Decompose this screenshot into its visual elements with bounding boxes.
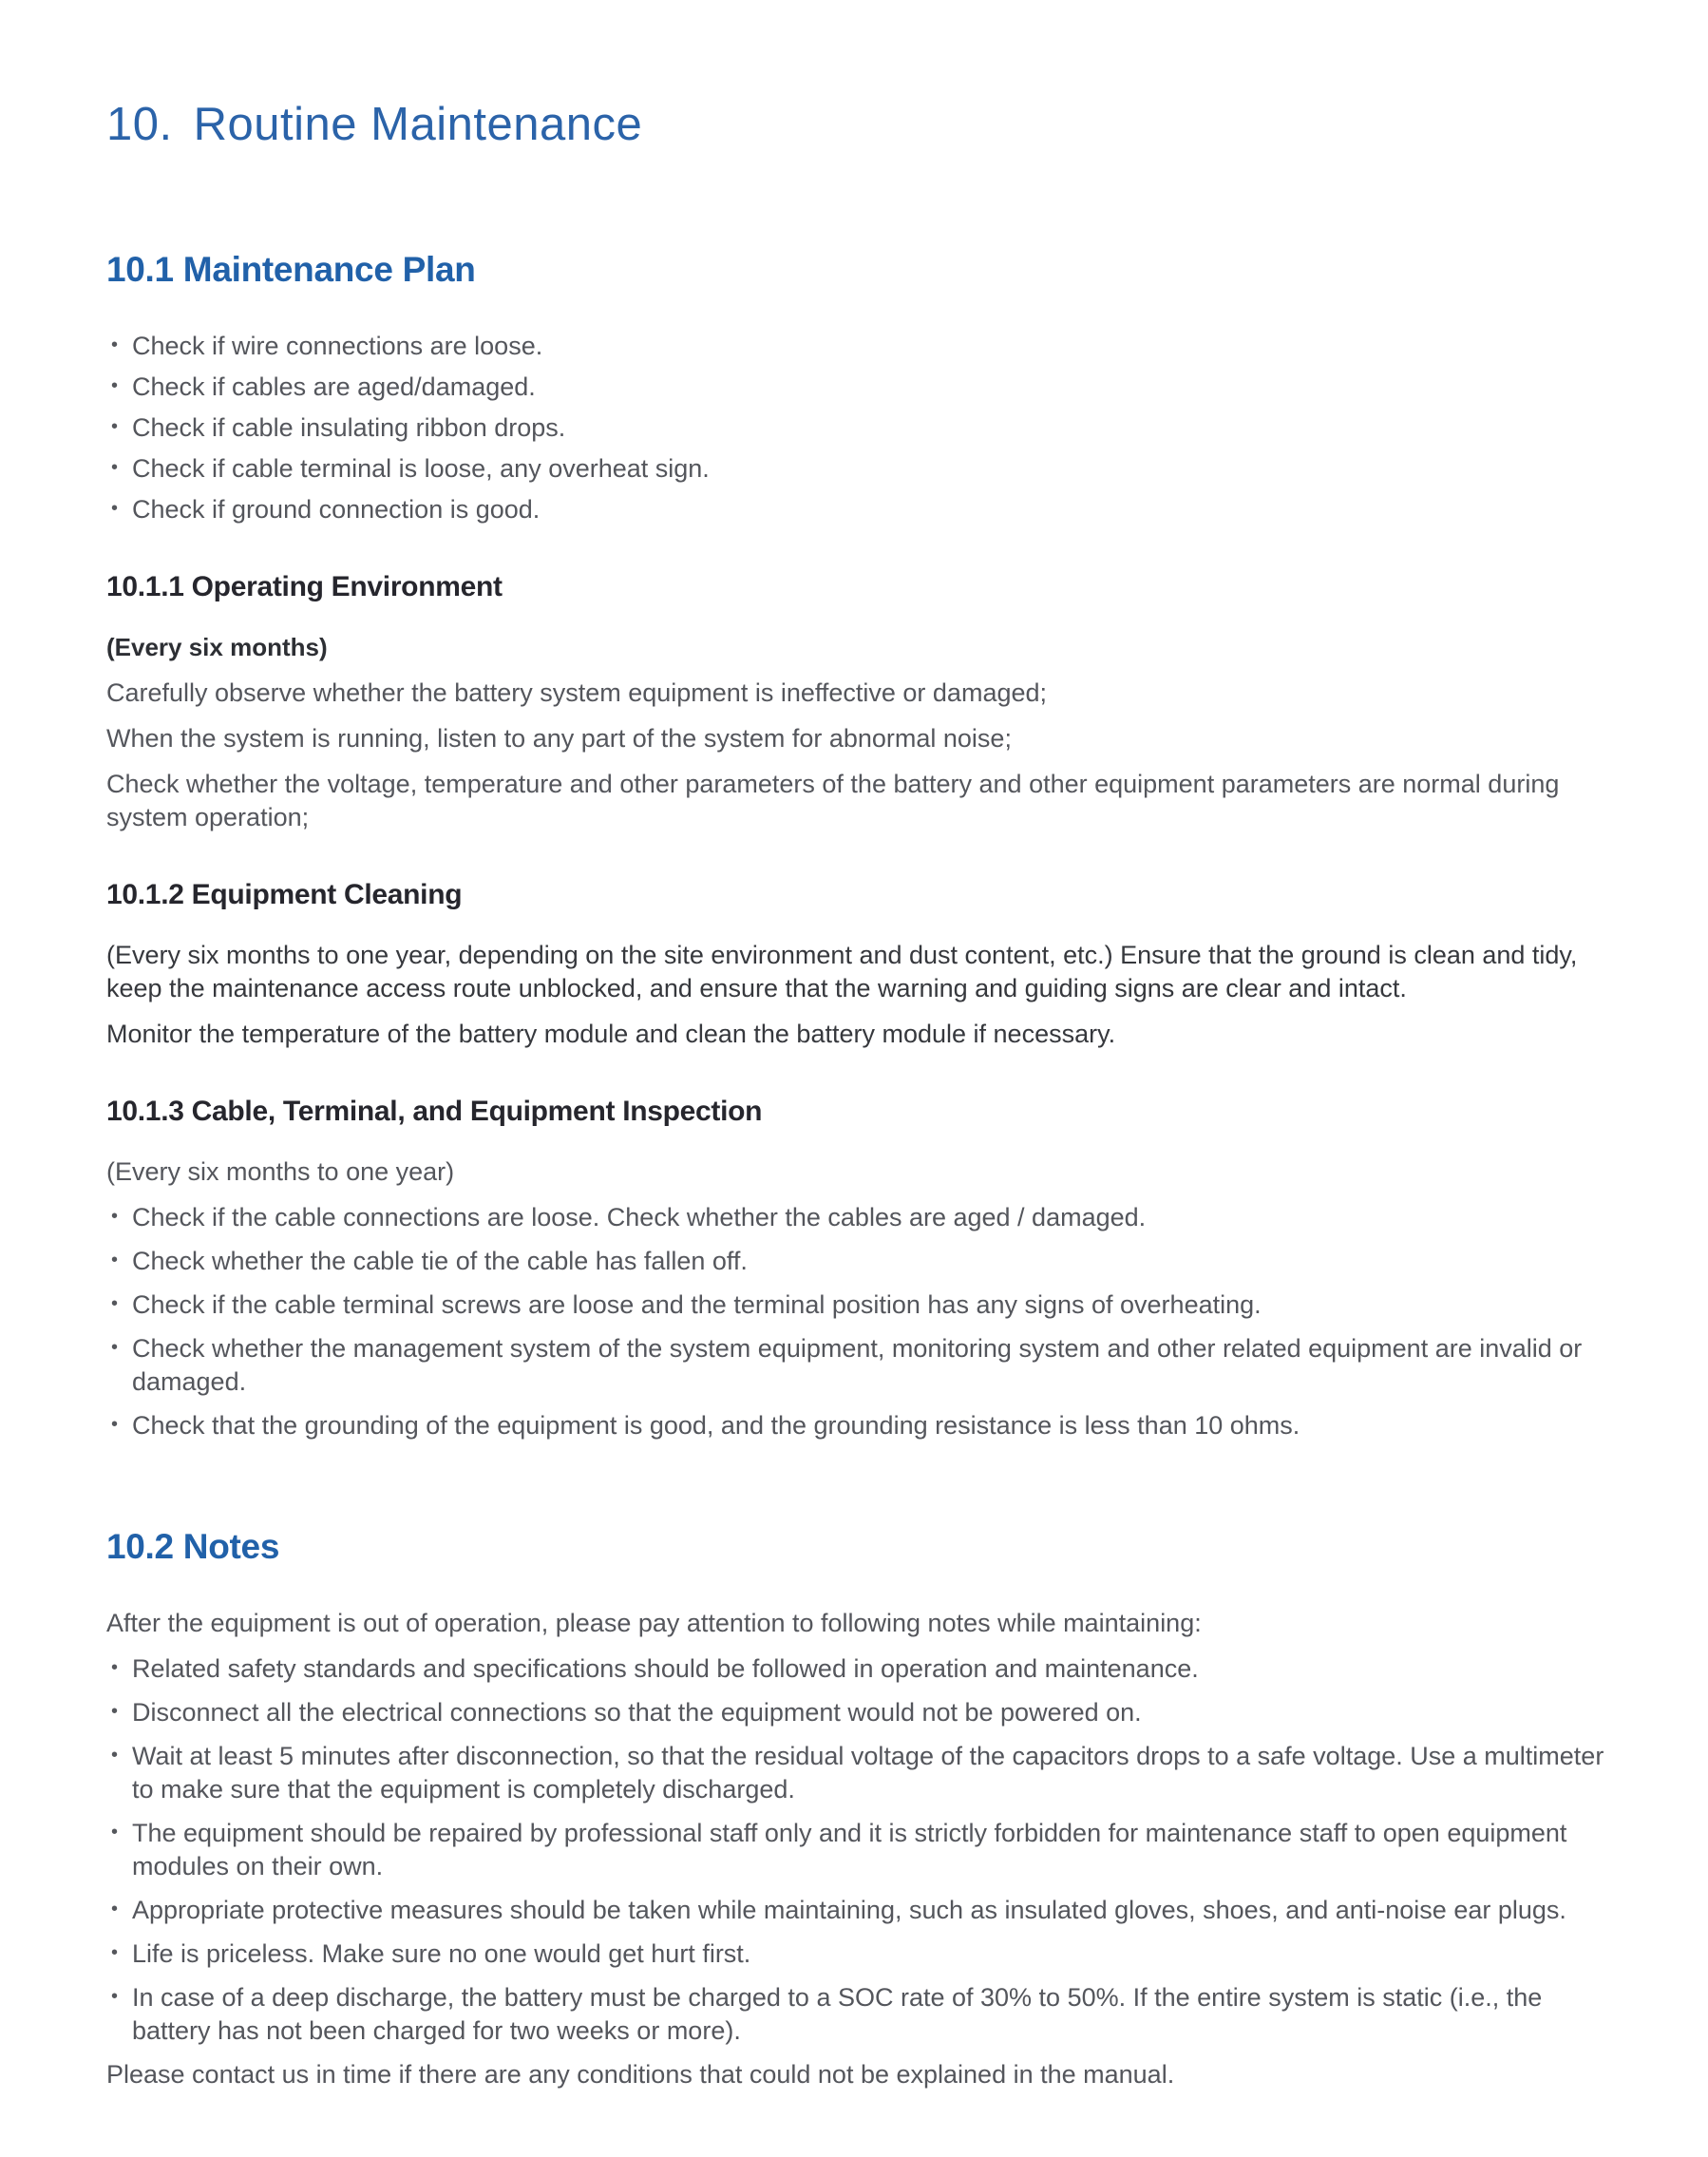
notes-intro: After the equipment is out of operation, please pay attention to following notes while maintaining: xyxy=(106,1609,1202,1637)
list-item xyxy=(106,1245,1605,1278)
list-item xyxy=(106,371,1605,404)
list-item-text: Wait at least 5 minutes after disconnection, so that the residual voltage of the capacitors drops to a safe voltage. Use a multimeter to make sure that the equipment is completely discharged. xyxy=(132,1742,1604,1804)
list-item-text: Check if wire connections are loose. xyxy=(132,332,543,360)
list-item xyxy=(106,452,1605,486)
list-item xyxy=(106,1652,1605,1686)
list-item-text: Check if the cable connections are loose. Check whether the cables are aged / damaged. xyxy=(132,1203,1147,1231)
paragraph: Check whether the voltage, temperature and other parameters of the battery and other equipment parameters are normal during system operation; xyxy=(106,770,1560,831)
bullet-icon: • xyxy=(111,457,119,478)
bullet-icon: • xyxy=(111,1337,119,1358)
heading-cable-inspection: 10.1.3 Cable, Terminal, and Equipment Inspection xyxy=(106,1096,763,1127)
list-item-text: Life is priceless. Make sure no one would get hurt first. xyxy=(132,1939,751,1968)
bullet-icon: • xyxy=(111,1986,119,2007)
list-item xyxy=(106,1817,1605,1883)
bullet-icon: • xyxy=(111,1942,119,1963)
list-item-text: Check that the grounding of the equipment is good, and the grounding resistance is less than 10 ohms. xyxy=(132,1411,1300,1440)
list-item xyxy=(106,411,1605,445)
list-item xyxy=(106,1696,1605,1729)
list-item xyxy=(106,1409,1605,1442)
list-item-text: Check if ground connection is good. xyxy=(132,495,541,524)
heading-maintenance-plan: 10.1 Maintenance Plan xyxy=(106,250,476,289)
list-item xyxy=(106,1894,1605,1927)
bullet-icon: • xyxy=(111,1206,119,1227)
page-title xyxy=(106,97,1605,152)
section-cable-inspection xyxy=(106,1095,1605,1442)
list-item xyxy=(106,1332,1605,1399)
heading-equipment-cleaning: 10.1.2 Equipment Cleaning xyxy=(106,879,463,910)
maintenance-plan-checklist xyxy=(106,330,1605,526)
bullet-icon: • xyxy=(111,498,119,519)
list-item xyxy=(106,330,1605,363)
bullet-icon: • xyxy=(111,375,119,396)
chapter-number: 10. xyxy=(106,99,173,150)
list-item xyxy=(106,493,1605,526)
contact-note: Please contact us in time if there are any conditions that could not be explained in the manual. xyxy=(106,2060,1175,2089)
list-item-text: Check if cable insulating ribbon drops. xyxy=(132,413,566,442)
bullet-icon: • xyxy=(111,1293,119,1314)
list-item xyxy=(106,1740,1605,1806)
bullet-icon: • xyxy=(111,1899,119,1919)
list-item-text: Appropriate protective measures should be taken while maintaining, such as insulated gloves, shoes, and anti-noise ear plugs. xyxy=(132,1896,1566,1924)
list-item xyxy=(106,1201,1605,1234)
paragraph: When the system is running, listen to any part of the system for abnormal noise; xyxy=(106,724,1012,753)
list-item-text: The equipment should be repaired by professional staff only and it is strictly forbidden for maintenance staff to open equipment modules on their own. xyxy=(132,1819,1567,1880)
list-item xyxy=(106,1937,1605,1971)
section-notes xyxy=(106,1526,1605,2091)
list-item-text: Check whether the cable tie of the cable has fallen off. xyxy=(132,1247,748,1275)
section-maintenance-plan xyxy=(106,249,1605,526)
list-item-text: In case of a deep discharge, the battery must be charged to a SOC rate of 30% to 50%. If the entire system is static (i.e., the battery has not been charged for two weeks or more). xyxy=(132,1983,1543,2045)
bullet-icon: • xyxy=(111,1822,119,1842)
bullet-icon: • xyxy=(111,416,119,437)
section-equipment-cleaning xyxy=(106,878,1605,1051)
section-operating-environment xyxy=(106,570,1605,834)
bullet-icon: • xyxy=(111,1657,119,1678)
list-item xyxy=(106,1981,1605,2048)
bullet-icon: • xyxy=(111,1414,119,1435)
frequency-note: (Every six months) xyxy=(106,633,328,661)
list-item xyxy=(106,1288,1605,1322)
heading-notes: 10.2 Notes xyxy=(106,1527,280,1566)
paragraph: (Every six months to one year, depending on the site environment and dust content, etc.) Ensure that the ground is clean and tidy, keep the maintenance access route unblocked, and ensure that the warning and guiding signs are clear and intact. xyxy=(106,941,1578,1002)
chapter-title: Routine Maintenance xyxy=(193,99,643,150)
list-item-text: Check if cables are aged/damaged. xyxy=(132,372,536,401)
bullet-icon: • xyxy=(111,1250,119,1270)
heading-operating-environment: 10.1.1 Operating Environment xyxy=(106,571,503,602)
paragraph: Carefully observe whether the battery system equipment is ineffective or damaged; xyxy=(106,678,1048,707)
frequency-note: (Every six months to one year) xyxy=(106,1157,455,1186)
bullet-icon: • xyxy=(111,334,119,355)
list-item-text: Check if cable terminal is loose, any overheat sign. xyxy=(132,454,710,483)
list-item-text: Check whether the management system of the system equipment, monitoring system and other related equipment are invalid or damaged. xyxy=(132,1334,1583,1396)
paragraph: Monitor the temperature of the battery module and clean the battery module if necessary. xyxy=(106,1020,1116,1048)
bullet-icon: • xyxy=(111,1745,119,1766)
list-item-text: Related safety standards and specifications should be followed in operation and maintenance. xyxy=(132,1654,1199,1683)
bullet-icon: • xyxy=(111,1701,119,1722)
notes-list xyxy=(106,1652,1605,2048)
cable-inspection-checklist xyxy=(106,1201,1605,1442)
list-item-text: Disconnect all the electrical connections so that the equipment would not be powered on. xyxy=(132,1698,1142,1727)
list-item-text: Check if the cable terminal screws are loose and the terminal position has any signs of overheating. xyxy=(132,1290,1262,1319)
